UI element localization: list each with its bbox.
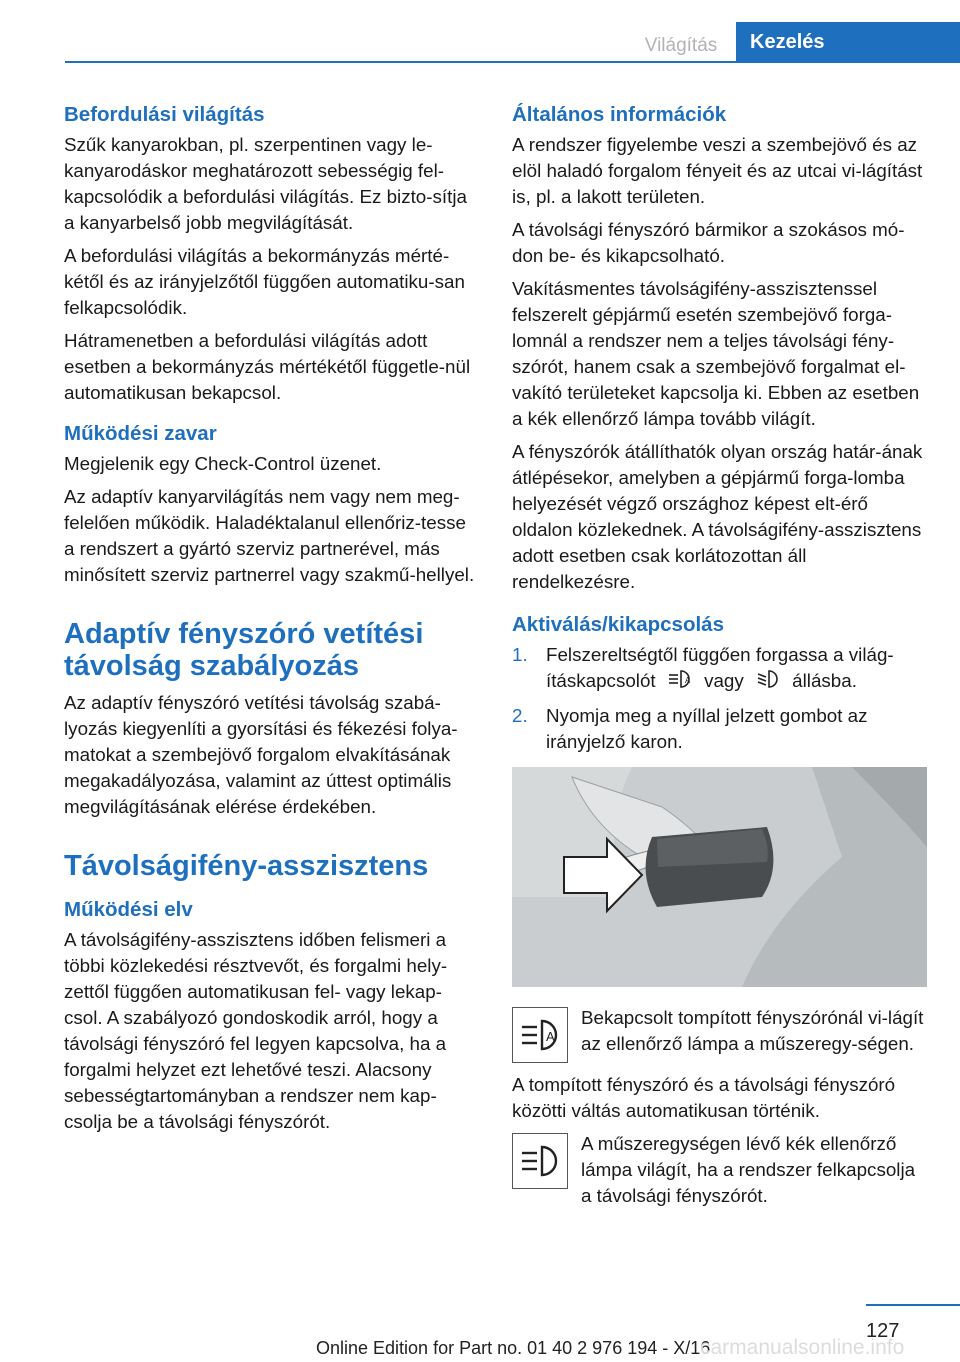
title-headlight-range: Adaptív fényszóró vetítési távolság szabályozás [64,618,424,682]
heading-principle: Működési elv [64,898,193,921]
low-beam-icon [755,669,781,696]
step-text: Felszereltségtől függően forgassa a világ-ításkapcsolót A vagy állásba. [546,642,927,696]
heading-malfunction: Működési zavar [64,422,217,445]
list-item [512,642,927,696]
auto-light-indicator-icon [512,1007,568,1063]
paragraph: Az adaptív fényszóró vetítési távolság szabá-lyozás kiegyenlíti a gyorsítási és fékezési folya-matokat a szembejövő forgalom elvakításának megakadályozása, valamint az úttest optimális megvilágításának elérése érdekében. [64,692,458,817]
paragraph: Megjelenik egy Check-Control üzenet. [64,453,382,474]
svg-text:A: A [546,1028,555,1044]
paragraph: Az adaptív kanyarvilágítás nem vagy nem meg-felelően működik. Haladéktalanul ellenőriz-tesse a rendszert a gyártó szerviz partnerével, más minősített szerviz partnerrel vagy szakmű-hellyel. [64,486,475,585]
auto-light-icon [667,669,693,696]
edition-text: Online Edition for Part no. 01 40 2 976 194 - X/16 [316,1338,711,1358]
list-item [512,703,927,755]
note-low-beam [512,1005,927,1063]
note-text: Bekapcsolt tompított fényszórónál vi-lágít az ellenőrző lámpa a műszeregy-ségen. [581,1006,924,1054]
left-column [64,101,479,1142]
step-text: Nyomja meg a nyíllal jelzett gombot az irányjelző karon. [546,704,868,752]
paragraph: A befordulási világítás a bekormányzás mérté-kétől és az irányjelzőtől függően automatiku-san felkapcsolódik. [64,245,465,318]
paragraph: Vakításmentes távolságifény-asszisztenssel felszerelt gépjármű esetén szembejövő forga-lomnál a rendszer nem a teljes távolsági fény-szórót, hanem csak a szembejövő forgalmat el-vakító területeket kapcsolja ki. Ebben az esetben a kék ellenőrző lámpa tovább világít. [512,278,920,429]
paragraph: Szűk kanyarokban, pl. szerpentinen vagy le-kanyarodáskor meghatározott sebességig fel-kapcsolódik a befordulási világítás. Ez bizto-sítja a kanyarbelső jobb megvilágítását. [64,134,467,233]
turn-signal-lever-photo [512,767,927,987]
step-number: 2. [512,704,528,726]
paragraph: A tompított fényszóró és a távolsági fényszóró közötti váltás automatikusan történik. [512,1073,896,1121]
svg-text:A: A [684,675,691,685]
footer-rule [866,1304,960,1306]
header-tab: Kezelés [736,22,960,62]
header-section: Világítás [644,35,718,56]
paragraph: A távolsági fényszóró bármikor a szokásos mó-don be- és kikapcsolható. [512,219,905,266]
page-number: 127 [866,1320,900,1342]
note-high-beam [512,1131,927,1209]
title-high-beam-assistant: Távolságifény-asszisztens [64,850,429,882]
paragraph: A rendszer figyelembe veszi a szembejövő és az elöl haladó forgalom fényeit és az utcai vi-lágítást is, pl. a lakott területen. [512,134,923,207]
note-text: A műszeregységen lévő kék ellenőrző lámpa világít, ha a rendszer felkapcsolja a távolsági fényszórót. [581,1132,916,1206]
paragraph: A távolságifény-asszisztens időben felismeri a többi közlekedési résztvevőt, és forgalmi hely-zettől függően automatikusan fel- vagy lekap-csol. A szabályozó gondoskodik arról, hogy a távolsági fényszóró fel legyen kapcsolva, ha a forgalmi helyzet ezt lehetővé teszi. Alacsony sebességtartományban a rendszer nem kap-csolja be a távolsági fényszórót. [64,929,448,1132]
heading-cornering-light: Befordulási világítás [64,103,265,126]
high-beam-indicator-icon [512,1133,568,1189]
right-column [512,101,927,1218]
heading-activation: Aktiválás/kikapcsolás [512,613,724,636]
watermark: carmanualsonline.info [700,1336,905,1359]
step-number: 1. [512,644,528,665]
paragraph: Hátramenetben a befordulási világítás adott esetben a bekormányzás mértékétől függetle-nül automatikusan bekapcsol. [64,330,471,403]
paragraph: A fényszórók átállíthatók olyan ország határ-ának átlépésekor, amelyben a gépjármű forga-lomba helyezését végző országhoz képest elt-érő oldalon közlekednek. A távolságifény-asszisztens adott esetben csak korlátozottan áll rendelkezésre. [512,441,923,592]
heading-general-info: Általános információk [512,103,727,126]
